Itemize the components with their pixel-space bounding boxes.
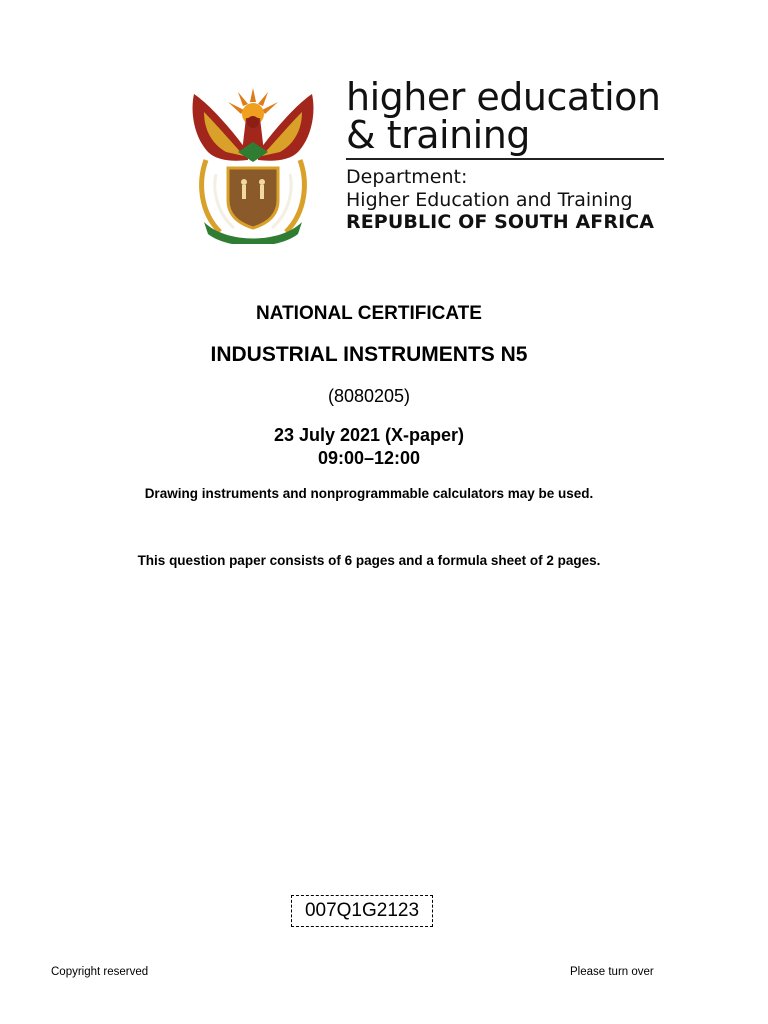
coat-of-arms-icon — [186, 82, 320, 244]
copyright-footer: Copyright reserved — [51, 966, 149, 978]
instructions-text: Drawing instruments and nonprogrammable calculators may be used. — [144, 486, 594, 501]
turn-over-footer: Please turn over — [570, 966, 654, 978]
page-count-note: This question paper consists of 6 pages and a formula sheet of 2 pages. — [137, 553, 601, 568]
exam-time: 09:00–12:00 — [317, 448, 421, 468]
exam-date: 23 July 2021 (X-paper) — [273, 425, 465, 445]
brand-line-1: higher education — [346, 75, 661, 119]
department-label: Department: — [346, 166, 468, 188]
certificate-title: NATIONAL CERTIFICATE — [256, 303, 482, 324]
subject-code: (8080205) — [327, 386, 411, 406]
subject-title: INDUSTRIAL INSTRUMENTS N5 — [210, 343, 528, 366]
country-name: REPUBLIC OF SOUTH AFRICA — [346, 211, 655, 233]
department-name: Higher Education and Training — [346, 189, 633, 211]
document-code-box: 007Q1G2123 — [291, 895, 433, 927]
brand-title — [346, 75, 676, 157]
brand-line-2: & training — [346, 113, 530, 157]
brand-divider — [346, 158, 664, 160]
